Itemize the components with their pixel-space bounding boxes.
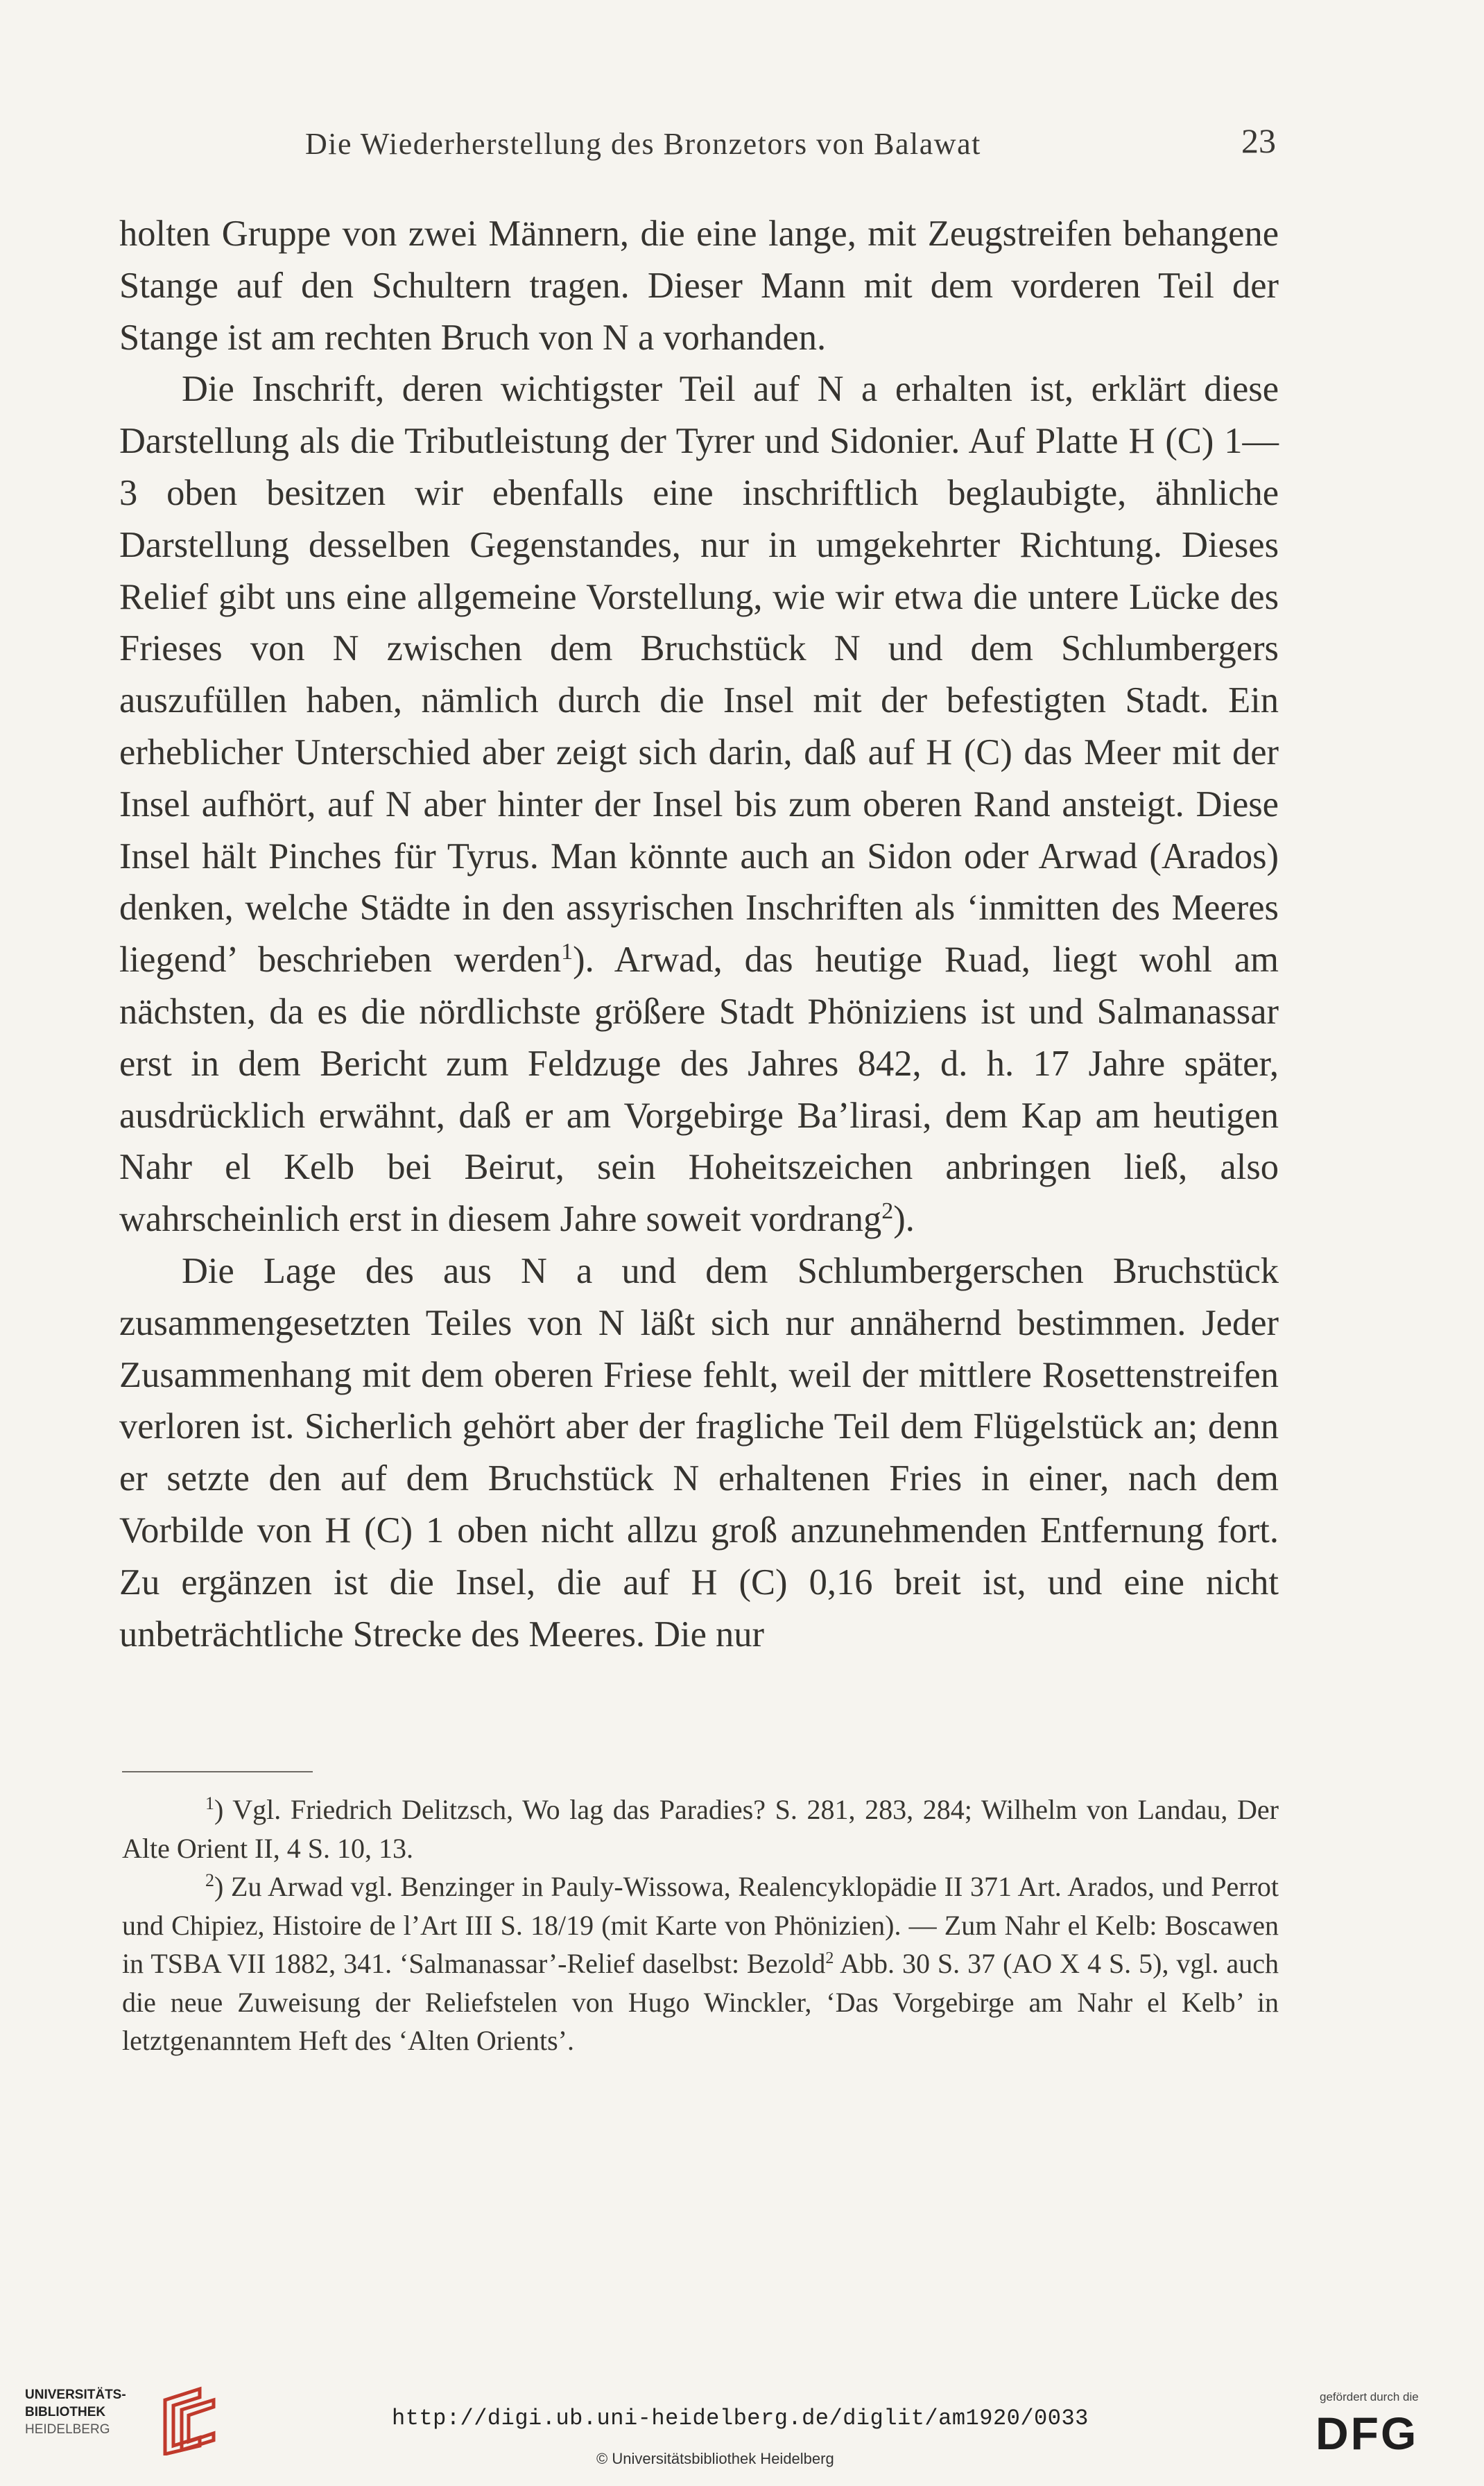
footnote-2-mark: 2 [205,1870,214,1890]
library-name-line-2: BIBLIOTHEK [25,2405,106,2419]
running-head [118,118,1276,166]
footnote-2-edition-sup: 2 [825,1949,834,1967]
copyright-notice: © Universitätsbibliothek Heidelberg [596,2450,834,2467]
footnote-ref-1: 1 [561,939,573,965]
footnote-1 [122,1790,1279,1867]
paragraph-1: holten Gruppe von zwei Männern, die eine lange, mit Zeugstreifen behangene Stange auf den Schultern tragen. Dieser Mann mit dem vorderen Teil der Stange ist am rechten Bruch von N a vorhanden. [119,214,1279,358]
footnote-2-text-a: ) Zu Arwad vgl. Benzinger in Pauly-Wissowa, Realencyklopädie II 371 Art. Arados, und Perrot und Chipiez, Histoire de l’Art III S. 18/19 (mit Karte von Phönizien). — Zum Nahr el Kelb: Boscawen in TSBA VII 1882, 341. ‘Salmanassar’-Relief daselbst: Bezold [122,1871,1279,1979]
paragraph-2-text-c: ). [893,1199,915,1240]
page-number: 23 [1241,121,1276,160]
dfg-logo-text: DFG [1315,2408,1419,2459]
source-url-link[interactable]: http://digi.ub.uni-heidelberg.de/diglit/am1920/0033 [392,2406,1089,2431]
main-text [119,208,1279,1660]
footnote-2-text-b: Abb. 30 S. 37 (AO X 4 S. 5), vgl. auch die neue Zuweisung der Reliefstelen von Hugo Winckler, ‘Das Vorgebirge am Nahr el Kelb’ in letztgenanntem Heft des ‘Alten Orients’. [122,1948,1279,2056]
footnote-ref-2: 2 [881,1198,894,1225]
library-name [25,2386,126,2438]
dfg-logo [1314,2390,1467,2467]
paragraph-3: Die Lage des aus N a und dem Schlumbergerschen Bruchstück zusammengesetzten Teiles von N läßt sich nur annähernd bestimmen. Jeder Zusammenhang mit dem oberen Friese fehlt, weil der mittlere Rosettenstreifen verloren ist. Sicherlich gehört aber der fragliche Teil dem Flügelstück an; denn er setzte den auf dem Bruchstück N erhaltenen Fries in einer, nach dem Vorbilde von H (C) 1 oben nicht allzu groß anzunehmenden Entfernung fort. Zu ergänzen ist die Insel, die auf H (C) 0,16 breit ist, und eine nicht unbeträchtliche Strecke des Meeres. Die nur [119,1250,1279,1655]
digitization-footer [0,2361,1484,2486]
running-title: Die Wiederherstellung des Bronzetors von Balawat [305,127,981,161]
library-logo [25,2386,226,2462]
library-mark-icon [158,2386,222,2455]
library-name-line-1: UNIVERSITÄTS- [25,2388,126,2402]
footnotes [122,1790,1279,2060]
paragraph-2 [119,363,1279,1245]
library-name-line-3: HEIDELBERG [25,2422,110,2437]
footnote-separator [122,1771,313,1772]
footnote-1-text: ) Vgl. Friedrich Delitzsch, Wo lag das Paradies? S. 281, 283, 284; Wilhelm von Landau, Der Alte Orient II, 4 S. 10, 13. [122,1794,1279,1864]
footnote-1-mark: 1 [205,1793,214,1813]
footnote-2 [122,1867,1279,2060]
funding-note: gefördert durch die [1320,2390,1419,2403]
paragraph-2-text-a: Die Inschrift, deren wichtigster Teil auf N a erhalten ist, erklärt diese Darstellung als die Tributleistung der Tyrer und Sidonier. Auf Platte H (C) 1—3 oben besitzen wir ebenfalls eine inschriftlich beglaubigte, ähnliche Darstellung desselben Gegenstandes, nur in umgekehrter Richtung. Dieses Relief gibt uns eine allgemeine Vorstellung, wie wir etwa die untere Lücke des Frieses von N zwischen dem Bruchstück N und dem Schlumbergers auszufüllen haben, nämlich durch die Insel mit der befestigten Stadt. Ein erheblicher Unterschied aber zeigt sich darin, daß auf H (C) das Meer mit der Insel aufhört, auf N aber hinter der Insel bis zum oberen Rand ansteigt. Diese Insel hält Pinches für Tyrus. Man könnte auch an Sidon oder Arwad (Arados) denken, welche Städte in den assyrischen Inschriften als ‘inmitten des Meeres liegend’ beschrieben werden [119,369,1279,981]
paragraph-2-text-b: ). Arwad, das heutige Ruad, liegt wohl am nächsten, da es die nördlichste größere Stadt Phöniziens ist und Salmanassar erst in dem Bericht zum Feldzuge des Jahres 842, d. h. 17 Jahre später, ausdrücklich erwähnt, daß er am Vorgebirge Ba’lirasi, dem Kap am heutigen Nahr el Kelb bei Beirut, sein Hoheitszeichen anbringen ließ, also wahrscheinlich erst in diesem Jahre soweit vordrang [119,940,1279,1240]
